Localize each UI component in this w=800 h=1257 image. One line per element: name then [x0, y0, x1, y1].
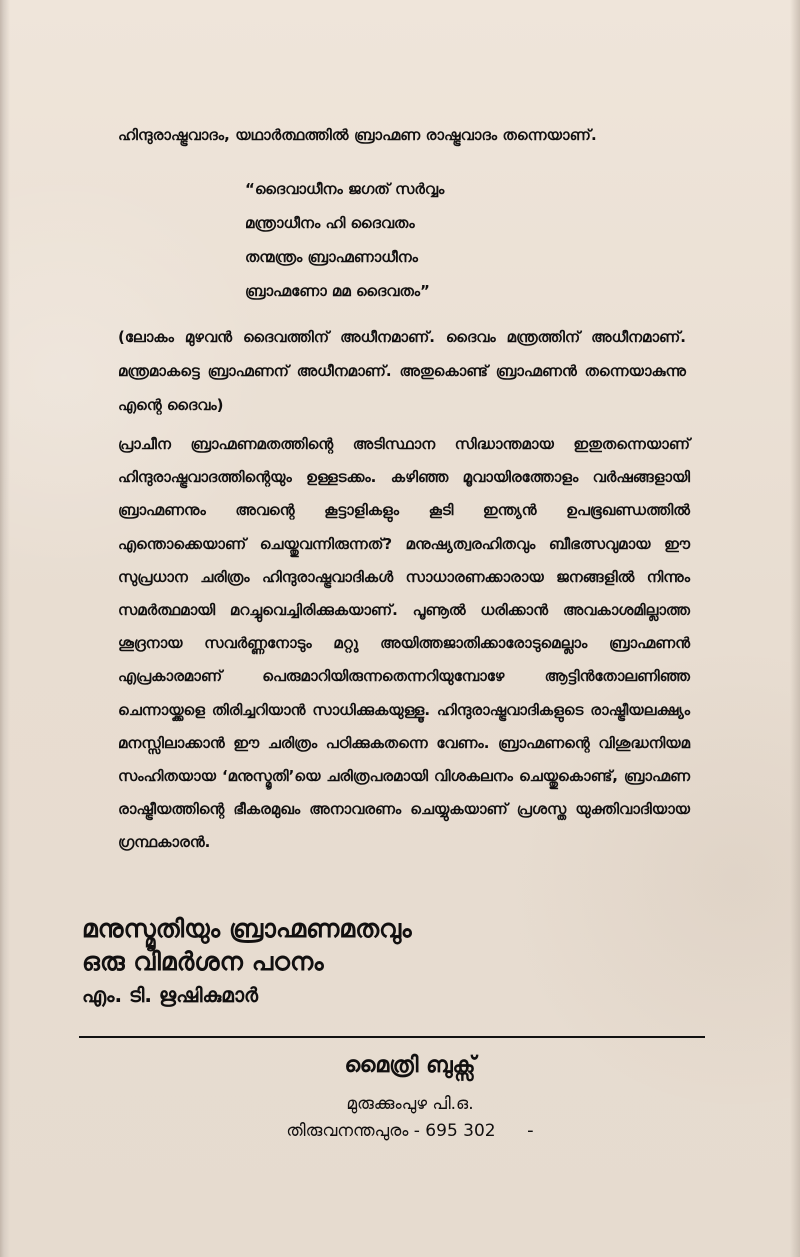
verse-line-1: “ദൈവാധീനം ജഗത് സർവ്വം [245, 180, 445, 198]
book-title-line-2: ഒരു വിമർശന പഠനം [82, 947, 324, 976]
description-text: പ്രാചീന ബ്രാഹ്മണമതത്തിന്റെ അടിസ്ഥാന സിദ്ധാന്തമായ ഇതുതന്നെയാണ് ഹിന്ദുരാഷ്ട്രവാദത്തിന്റെയും ഉള്ളടക്കം. കഴിഞ്ഞ മൂവായിരത്തോളം വർഷങ്ങളായി ബ്രാഹ്മണനും അവന്റെ കൂട്ടാളികളും കൂടി ഇന്ത്യൻ ഉപഭൂഖണ്ഡത്തിൽ എന്തൊക്കെയാണ് ചെയ്തുവന്നിരുന്നത്? മനുഷ്യത്വരഹിതവും ബീഭത്സവുമായ ഈ സുപ്രധാന ചരിത്രം ഹിന്ദുരാഷ്ട്രവാദികൾ സാധാരണക്കാരായ ജനങ്ങളിൽ നിന്നും സമർത്ഥമായി മറച്ചുവെച്ചിരിക്കുകയാണ്. പൂണൂൽ ധരിക്കാൻ അവകാശമില്ലാത്ത ശൂദ്രനായ സവർണ്ണനോടും മറ്റു അയിത്തജാതിക്കാരോടുമെല്ലാം ബ്രാഹ്മണൻ എപ്രകാരമാണ് പെരുമാറിയിരുന്നതെന്നറിയുമ്പോഴേ ആട്ടിൻതോലണിഞ്ഞ ചെന്നായ്ക്കളെ തിരിച്ചറിയാൻ സാധിക്കുകയുള്ളൂ. ഹിന്ദുരാഷ്ട്രവാദികളുടെ രാഷ്ട്രീയലക്ഷ്യം മനസ്സിലാക്കാൻ ഈ ചരിത്രം പഠിക്കുകതന്നെ വേണം. ബ്രാഹ്മണന്റെ വിശുദ്ധനിയമ സംഹിതയായ ‘മനുസ്മൃതി’യെ ചരിത്രപരമായി വിശകലനം ചെയ്തുകൊണ്ട്, ബ്രാഹ്മണ രാഷ്ട്രീയത്തിന്റെ ഭീകരമുഖം അനാവരണം ചെയ്യുകയാണ് പ്രശസ്ത യുക്തിവാദിയായ ഗ്രന്ഥകാരൻ. [118, 435, 690, 852]
cover-left-edge [0, 0, 10, 1257]
publisher-address-line-1: മുരുക്കുംപുഴ പി.ഒ. [346, 1094, 474, 1114]
verse-line-2: മന്ത്രാധീനം ഹി ദൈവതം [245, 214, 415, 232]
translation-text: (ലോകം മുഴവൻ ദൈവത്തിന് അധീനമാണ്. ദൈവം മന്ത്രത്തിന് അധീനമാണ്. മന്ത്രമാകട്ടെ ബ്രാഹ്മണന് അധീനമാണ്. അതുകൊണ്ട് ബ്രാഹ്മണൻ തന്നെയാകുന്നു എന്റെ ദൈവം) [118, 328, 686, 414]
address-dash-mark: - [527, 1120, 534, 1141]
verse-line-3: തന്മന്ത്രം ബ്രാഹ്മണാധീനം [245, 248, 418, 266]
publisher-address-line-2-wrap [286, 1118, 533, 1145]
publisher-divider [79, 1036, 705, 1038]
intro-text: ഹിന്ദുരാഷ്ട്രവാദം, യഥാർത്ഥത്തിൽ ബ്രാഹ്മണ രാഷ്ട്രവാദം തന്നെയാണ്. [118, 126, 597, 144]
sanskrit-verse [245, 172, 605, 308]
author-name: എം. ടി. ഋഷികുമാർ [82, 983, 258, 1007]
book-title-line-1: മനുസ്മൃതിയും ബ്രാഹ്മണമതവും [82, 914, 412, 943]
verse-line-4: ബ്രാഹ്മണോ മമ ദൈവതം” [245, 282, 430, 300]
publisher-block [250, 1051, 570, 1145]
cover-right-edge [790, 0, 800, 1257]
book-title [82, 912, 602, 978]
publisher-name: മൈത്രി ബുക്സ് [344, 1053, 476, 1078]
publisher-address-line-2: തിരുവനന്തപുരം - 695 302 [286, 1121, 496, 1141]
